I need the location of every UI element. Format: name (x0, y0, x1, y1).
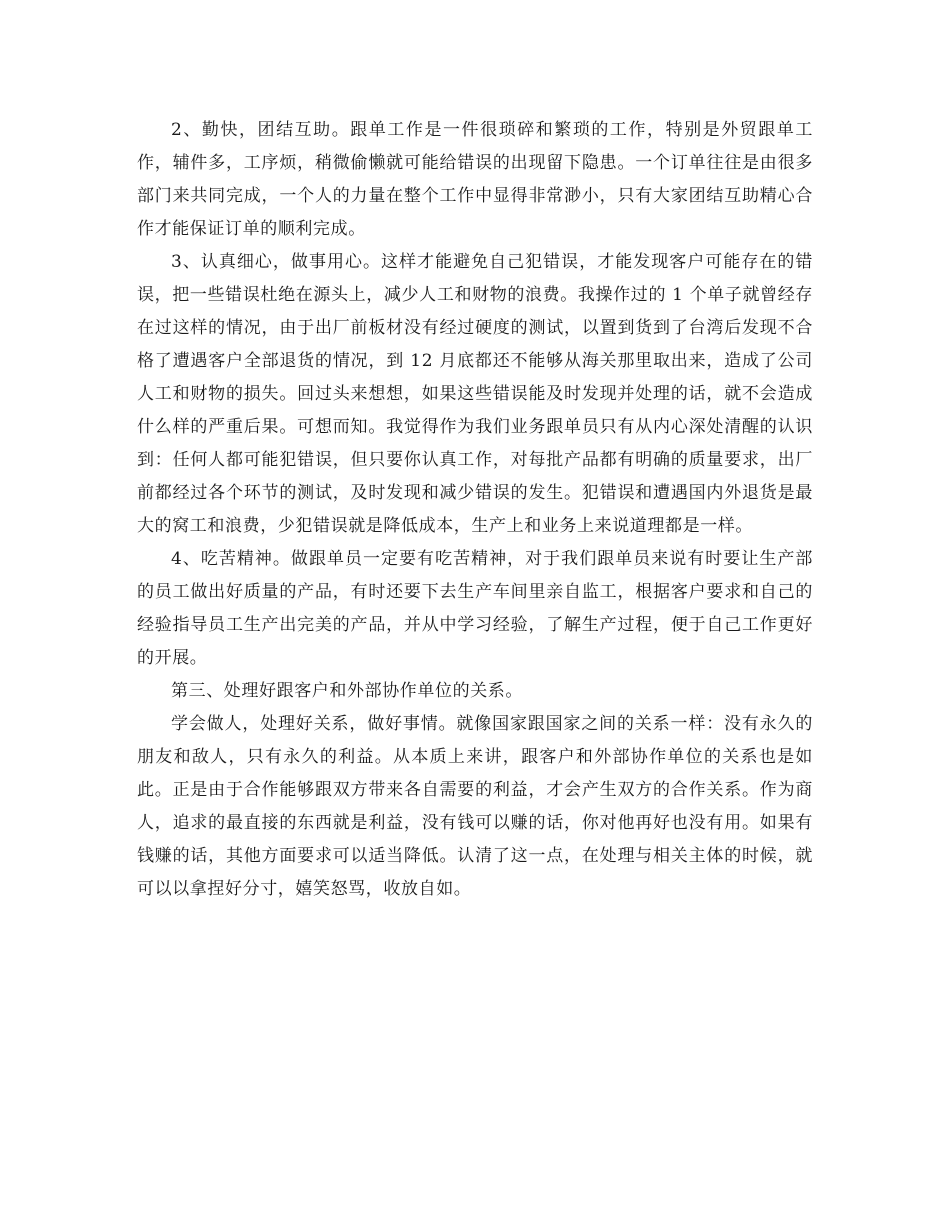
paragraph-relationships: 学会做人，处理好关系，做好事情。就像国家跟国家之间的关系一样：没有永久的朋友和敌人，只有永久的利益。从本质上来讲，跟客户和外部协作单位的关系也是如此。正是由于合作能够跟双方带来各自需要的利益，才会产生双方的合作关系。作为商人，追求的最直接的东西就是利益，没有钱可以赚的话，你对他再好也没有用。如果有钱赚的话，其他方面要求可以适当降低。认清了这一点，在处理与相关主体的时候，就可以以拿捏好分寸，嬉笑怒骂，收放自如。 (137, 714, 813, 899)
section-heading-third: 第三、处理好跟客户和外部协作单位的关系。 (171, 681, 523, 701)
paragraph-hard-work: 4、吃苦精神。做跟单员一定要有吃苦精神，对于我们跟单员来说有时要让生产部的员工做出好质量的产品，有时还要下去生产车间里亲自监工，根据客户要求和自己的经验指导员工生产出完美的产品，并从中学习经验，了解生产过程，便于自己工作更好的开展。 (137, 549, 813, 668)
paragraph-carefulness: 3、认真细心，做事用心。这样才能避免自己犯错误，才能发现客户可能存在的错误，把一些错误杜绝在源头上，减少人工和财物的浪费。我操作过的 1 个单子就曾经存在过这样的情况，由于出厂前板材没有经过硬度的测试，以置到货到了台湾后发现不合格了遭遇客户全部退货的情况，到 12 月底都还不能够从海关那里取出来，造成了公司人工和财物的损失。回过头来想想，如果这些错误能及时发现并处理的话，就不会造成什么样的严重后果。可想而知。我觉得作为我们业务跟单员只有从内心深处清醒的认识到：任何人都可能犯错误，但只要你认真工作，对每批产品都有明确的质量要求，出厂前都经过各个环节的测试，及时发现和减少错误的发生。犯错误和遭遇国内外退货是最大的窝工和浪费，少犯错误就是降低成本，生产上和业务上来说道理都是一样。 (137, 252, 813, 536)
document-body (137, 114, 813, 906)
paragraph-diligence: 2、勤快，团结互助。跟单工作是一件很琐碎和繁琐的工作，特别是外贸跟单工作，辅件多，工序烦，稍微偷懒就可能给错误的出现留下隐患。一个订单往往是由很多部门来共同完成，一个人的力量在整个工作中显得非常渺小，只有大家团结互助精心合作才能保证订单的顺利完成。 (137, 120, 813, 239)
